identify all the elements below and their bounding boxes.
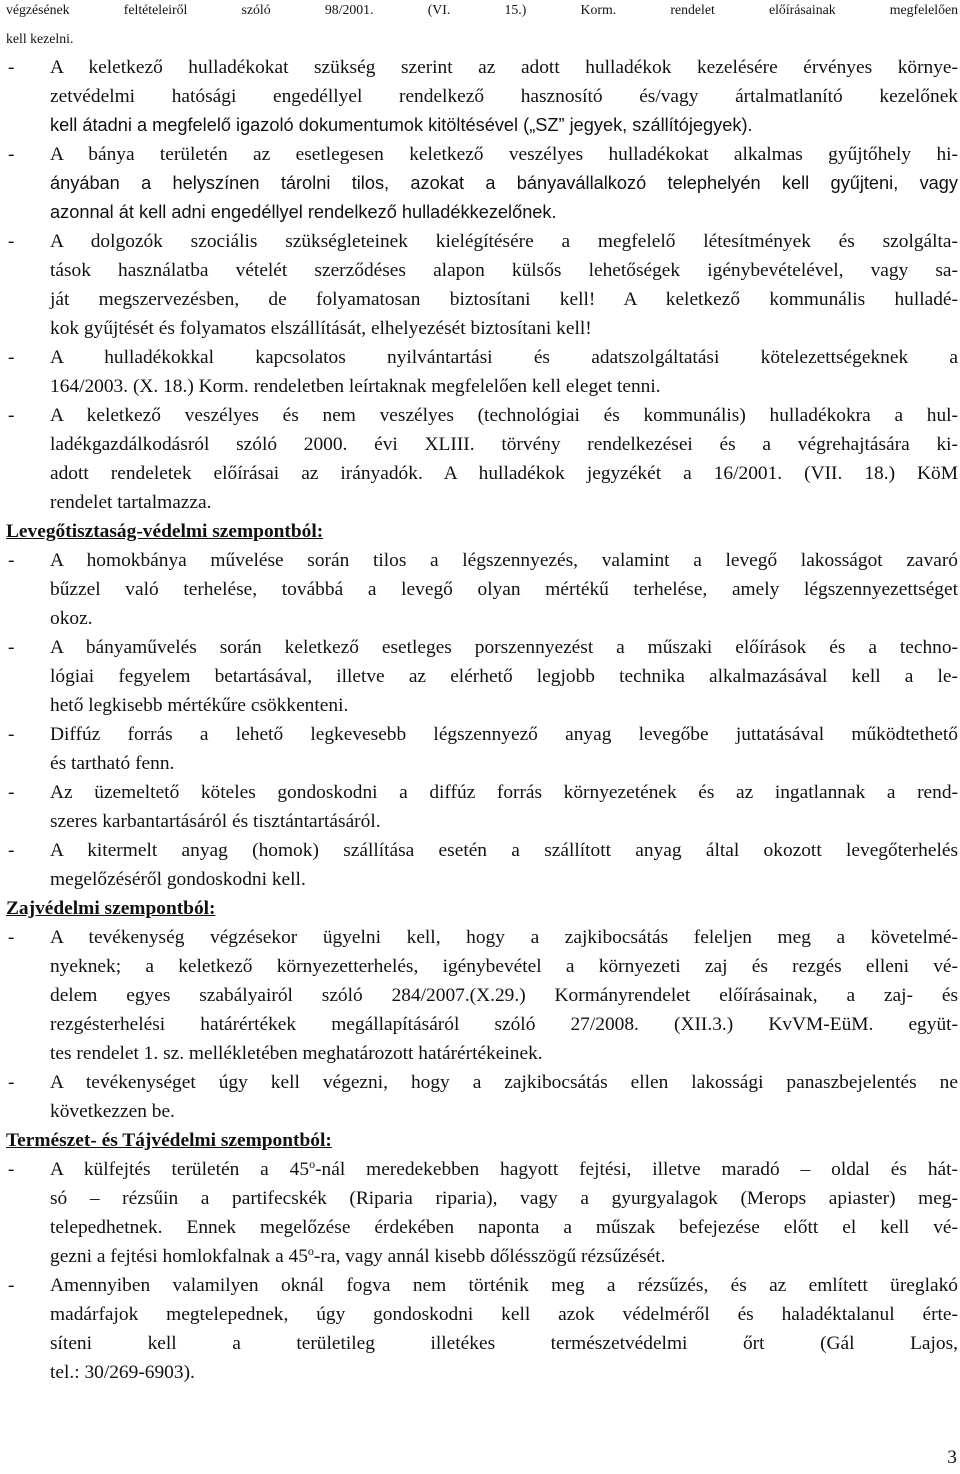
text-line: 164/2003. (X. 18.) Korm. rendeletben leírtaknak megfelelően kell eleget tenni. [50, 376, 661, 397]
text-line: madárfajok megtelepednek, úgy gondoskodni kell azok védelméről és haladéktalanul érte- [50, 1304, 958, 1325]
text-line: A tevékenység végzésekor ügyelni kell, hogy a zajkibocsátás feleljen meg a követelmé- [50, 927, 958, 948]
list-item [6, 401, 958, 517]
text-line: A hulladékokkal kapcsolatos nyilvántartási és adatszolgáltatási kötelezettségeknek a [50, 347, 958, 368]
text-line: és tartható fenn. [50, 753, 175, 774]
text-line: kok gyűjtését és folyamatos elszállítását, elhelyezését biztosítani kell! [50, 318, 592, 339]
list-item [6, 633, 958, 720]
list-dash: - [8, 782, 15, 803]
list-dash: - [8, 347, 15, 368]
text-line: A bánya területén az esetlegesen keletkező veszélyes hulladékokat alkalmas gyűjtőhely hi- [50, 144, 958, 165]
list-item [6, 720, 958, 778]
list-dash: - [8, 231, 15, 252]
list-dash: - [8, 1275, 15, 1296]
text-line: telepedhetnek. Ennek megelőzése érdekében naponta a műszak befejezése előtt el kell vé- [50, 1217, 958, 1238]
list-item [6, 836, 958, 894]
list-item [6, 778, 958, 836]
section-heading: Levegőtisztaság-védelmi szempontból: [6, 521, 324, 542]
text-line [50, 1155, 958, 1184]
text-line: lógiai fegyelem betartásával, illetve az elérhető legjobb technika alkalmazásával kell a le- [50, 666, 958, 687]
list-item [6, 140, 958, 227]
text-line: A tevékenységet úgy kell végezni, hogy a zajkibocsátás ellen lakossági panaszbejelentés ne [50, 1072, 958, 1093]
list-dash: - [8, 57, 15, 78]
text-line: tások használatba vételét szerződéses alapon külsős lehetőségek igénybevételével, vagy sa- [50, 260, 958, 281]
list-dash: - [8, 927, 15, 948]
text-line: rendelet tartalmazza. [50, 492, 212, 513]
intro-continuation [6, 0, 958, 53]
list-item [6, 227, 958, 343]
list-dash: - [8, 724, 15, 745]
text-segment: A külfejtés területén a 45 [50, 1159, 310, 1180]
waste-item-list [6, 53, 958, 517]
text-line: só – rézsűin a partifecskék (Riparia riparia), vagy a gyurgyalagok (Merops apiaster) meg- [50, 1188, 958, 1209]
text-line: delem egyes szabályairól szóló 284/2007.(X.29.) Kormányrendelet előírásainak, a zaj- és [50, 985, 958, 1006]
text-line: megelőzéséről gondoskodni kell. [50, 869, 306, 890]
text-line: hető legkisebb mértékűre csökkenteni. [50, 695, 349, 716]
text-line: A bányaművelés során keletkező esetleges porszennyezést a műszaki előírások és a techno- [50, 637, 958, 658]
list-item [6, 53, 958, 140]
list-dash: - [8, 840, 15, 861]
text-line: azonnal át kell adni engedéllyel rendelkező hulladékkezelőnek. [50, 202, 557, 222]
list-dash: - [8, 637, 15, 658]
text-line: síteni kell a területileg illetékes természetvédelmi őrt (Gál Lajos, [50, 1333, 958, 1354]
list-item [6, 1068, 958, 1126]
list-item [6, 1271, 958, 1387]
text-line: rezgésterhelési határértékek megállapításáról szóló 27/2008. (XII.3.) KvVM-EüM. együt- [50, 1014, 958, 1035]
text-segment: -nál meredekebben hagyott fejtési, illetve maradó – oldal és hát- [315, 1159, 958, 1180]
text-line: A dolgozók szociális szükségleteinek kielégítésére a megfelelő létesítmények és szolgálta- [50, 231, 958, 252]
text-line: ját megszervezésben, de folyamatosan biztosítani kell! A keletkező kommunális hulladé- [50, 289, 958, 310]
text-line: zetvédelmi hatósági engedéllyel rendelkező hasznosító és/vagy ártalmatlanító kezelőnek [50, 86, 958, 107]
list-dash: - [8, 144, 15, 165]
text-segment: gezni a fejtési homlokfalnak a 45 [50, 1246, 308, 1267]
document-page [6, 0, 958, 1387]
text-line: tes rendelet 1. sz. mellékletében meghatározott határértékeinek. [50, 1043, 543, 1064]
text-line: ladékgazdálkodásról szóló 2000. évi XLIII. törvény rendelkezései és a végrehajtására ki- [50, 434, 958, 455]
list-item [6, 546, 958, 633]
list-item [6, 343, 958, 401]
text-line: ányában a helyszínen tárolni tilos, azokat a bányavállalkozó telephelyén kell gyűjteni, vagy [50, 173, 958, 193]
text-line: kell kezelni. [6, 31, 74, 46]
list-dash: - [8, 550, 15, 571]
section-heading: Zajvédelmi szempontból: [6, 898, 216, 919]
text-line: A kitermelt anyag (homok) szállítása esetén a szállított anyag által okozott levegőterhelés [50, 840, 958, 861]
text-line: tel.: 30/269-6903). [50, 1362, 195, 1383]
text-segment: -ra, vagy annál kisebb dőlésszögű rézsűzését. [313, 1246, 666, 1267]
list-dash: - [8, 1072, 15, 1093]
text-line: bűzzel való terhelése, továbbá a levegő olyan mértékű terhelése, amely légszennyezettséget [50, 579, 958, 600]
text-line: okoz. [50, 608, 93, 629]
text-line: végzésének feltételeiről szóló 98/2001. (VI. 15.) Korm. rendelet előírásainak megfelelően [6, 2, 958, 17]
degree-superscript: o [309, 1157, 316, 1171]
list-dash: - [8, 1159, 15, 1180]
text-line: Diffúz forrás a lehető legkevesebb légszennyező anyag levegőbe juttatásával működtethető [50, 724, 958, 745]
text-line: A homokbánya művelése során tilos a légszennyezés, valamint a levegő lakosságot zavaró [50, 550, 958, 571]
text-line: Amennyiben valamilyen oknál fogva nem történik meg a rézsűzés, és az említett üreglakó [50, 1275, 958, 1296]
text-line: A keletkező hulladékokat szükség szerint az adott hulladékok kezelésére érvényes környe- [50, 57, 958, 78]
list-item [6, 923, 958, 1068]
section-nature [6, 1126, 958, 1387]
text-line [50, 1242, 958, 1271]
text-line: nyeknek; a keletkező környezetterhelés, igénybevétel a környezeti zaj és rezgés elleni vé- [50, 956, 958, 977]
section-air [6, 517, 958, 894]
text-line: kell átadni a megfelelő igazoló dokumentumok kitöltésével („SZ” jegyek, szállítójegyek). [50, 115, 753, 135]
text-line: szeres karbantartásáról és tisztántartásáról. [50, 811, 381, 832]
section-heading: Természet- és Tájvédelmi szempontból: [6, 1130, 332, 1151]
degree-superscript: o [307, 1244, 314, 1258]
text-line: Az üzemeltető köteles gondoskodni a diffúz forrás környezetének és az ingatlannak a rend- [50, 782, 958, 803]
text-line: A keletkező veszélyes és nem veszélyes (technológiai és kommunális) hulladékokra a hul- [50, 405, 958, 426]
page-number: 3 [947, 1447, 957, 1468]
section-noise [6, 894, 958, 1126]
list-dash: - [8, 405, 15, 426]
text-line: következzen be. [50, 1101, 175, 1122]
text-line: adott rendeletek előírásai az irányadók. A hulladékok jegyzékét a 16/2001. (VII. 18.) KöM [50, 463, 958, 484]
list-item [6, 1155, 958, 1271]
